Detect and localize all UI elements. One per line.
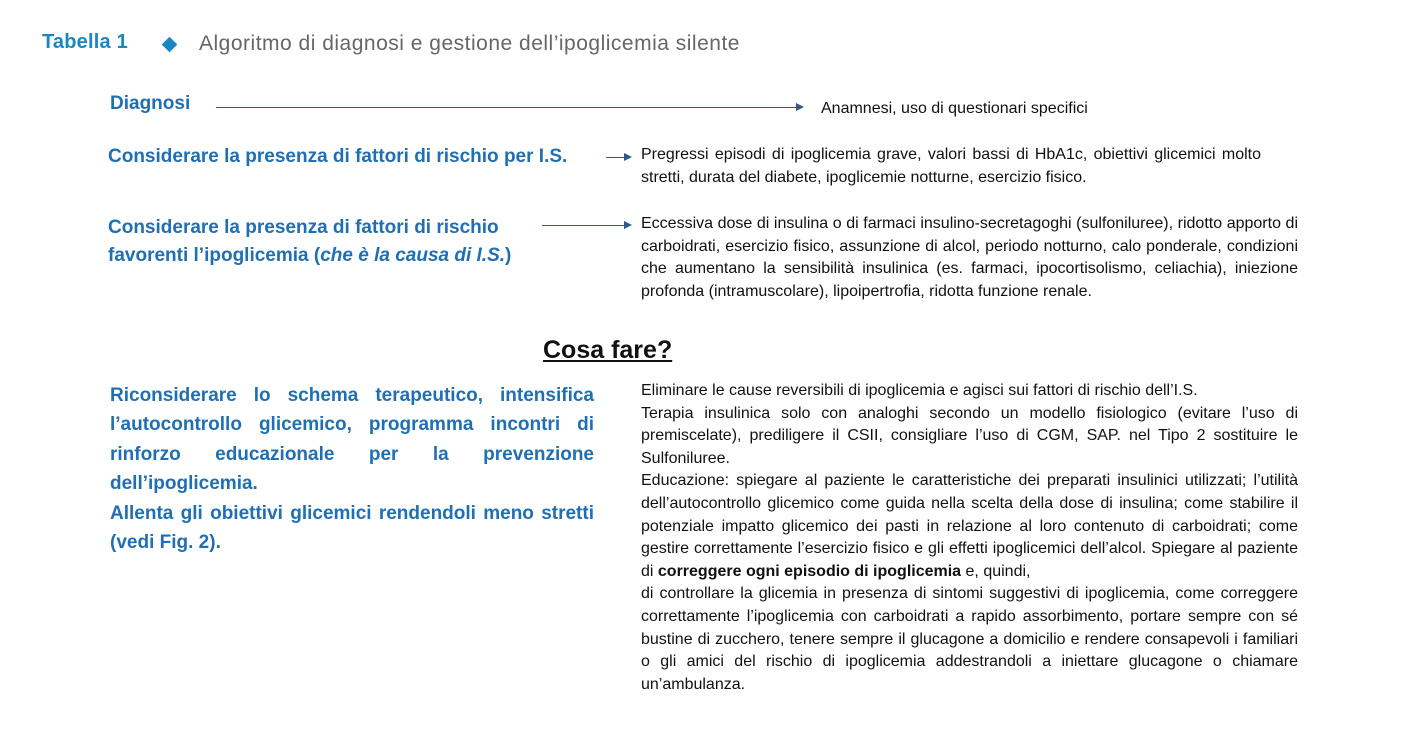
table-label: Tabella 1	[42, 31, 128, 53]
todo-right-p3-bold: correggere ogni episodio di ipoglicemia	[657, 562, 962, 580]
diamond-bullet-icon	[162, 37, 178, 53]
row-text-diagnosi: Anamnesi, uso di questionari specifici	[821, 100, 1088, 117]
row-heading-risk-factors: Considerare la presenza di fattori di rischio per I.S.	[108, 146, 568, 167]
table-title: Algoritmo di diagnosi e gestione dell’ipoglicemia silente	[199, 32, 740, 55]
todo-left-text	[110, 381, 594, 557]
arrow-head-icon	[624, 153, 632, 161]
row-text-favoring-factors: Eccessiva dose di insulina o di farmaci insulino-secretagoghi (sulfoniluree), ridotto apporto di carboidrati, esercizio fisico, assunzione di alcol, periodo notturno, calo ponderale, condizioni che aumentano la sensibilità insulinica (es. farmaci, ipocortisolismo, celiachia), iniezione profonda (intramuscolare), lipoipertrofia, ridotta funzione renale.	[641, 215, 1298, 300]
heading-line-2-pre: favorenti l’ipoglicemia (	[108, 245, 321, 266]
todo-right-paragraph-4: di controllare la glicemia in presenza di sintomi suggestivi di ipoglicemia, come correggere correttamente l’ipoglicemia con carboidrati a rapido assorbimento, portare sempre con sé bustine di zucchero, tenere sempre il glucagone a domicilio e rendere consapevoli i familiari o gli amici del rischio di ipoglicemia addestrandoli a iniettare glucagone o chiamare un’ambulanza.	[641, 585, 1298, 693]
row-heading-diagnosi: Diagnosi	[110, 93, 191, 114]
todo-right-paragraph-3	[641, 470, 1298, 583]
todo-left-paragraph-1: Riconsiderare lo schema terapeutico, intensifica l’autocontrollo glicemico, programma incontri di rinforzo educazionale per la prevenzione dell’ipoglicemia.	[110, 385, 594, 495]
todo-right-p3-post: e, quindi,	[961, 562, 1031, 580]
row-text-risk-factors: Pregressi episodi di ipoglicemia grave, valori bassi di HbA1c, obiettivi glicemici molto stretti, durata del diabete, ipoglicemie notturne, esercizio fisico.	[641, 146, 1261, 186]
todo-right-text	[641, 380, 1298, 696]
todo-right-p3-pre: Educazione: spiegare al paziente le caratteristiche dei preparati insulinici utilizzati; l’utilità dell’autocontrollo glicemico come guida nella scelta della dose di insulina; come stabilire il potenziale impatto glicemico dei pasti in relazione al loro contenuto di carboidrati; come gestire correttamente l’esercizio fisico e gli effetti ipoglicemici dell’alcol. Spiegare al paziente di	[641, 472, 1298, 580]
todo-right-line-1: Eliminare le cause reversibili di ipoglicemia e agisci sui fattori di rischio dell’I.S.	[641, 382, 1198, 399]
todo-left-paragraph-2: Allenta gli obiettivi glicemici rendendoli meno stretti (vedi Fig. 2).	[110, 502, 594, 554]
heading-line-2-post: )	[505, 245, 512, 266]
arrow-head-icon	[624, 221, 632, 229]
heading-line-2	[108, 242, 511, 270]
heading-line-2-italic: che è la causa di I.S.	[320, 245, 506, 266]
section-title: Cosa fare?	[543, 336, 673, 364]
row-heading-favoring-factors	[108, 214, 511, 270]
heading-line-1: Considerare la presenza di fattori di rischio	[108, 217, 499, 238]
arrow-head-icon	[796, 103, 804, 111]
todo-right-paragraph-2: Terapia insulinica solo con analoghi secondo un modello fisiologico (evitare l’uso di premiscelate), prediligere il CSII, consigliare l’uso di CGM, SAP. nel Tipo 2 sostituire le Sulfoniluree.	[641, 404, 1298, 467]
